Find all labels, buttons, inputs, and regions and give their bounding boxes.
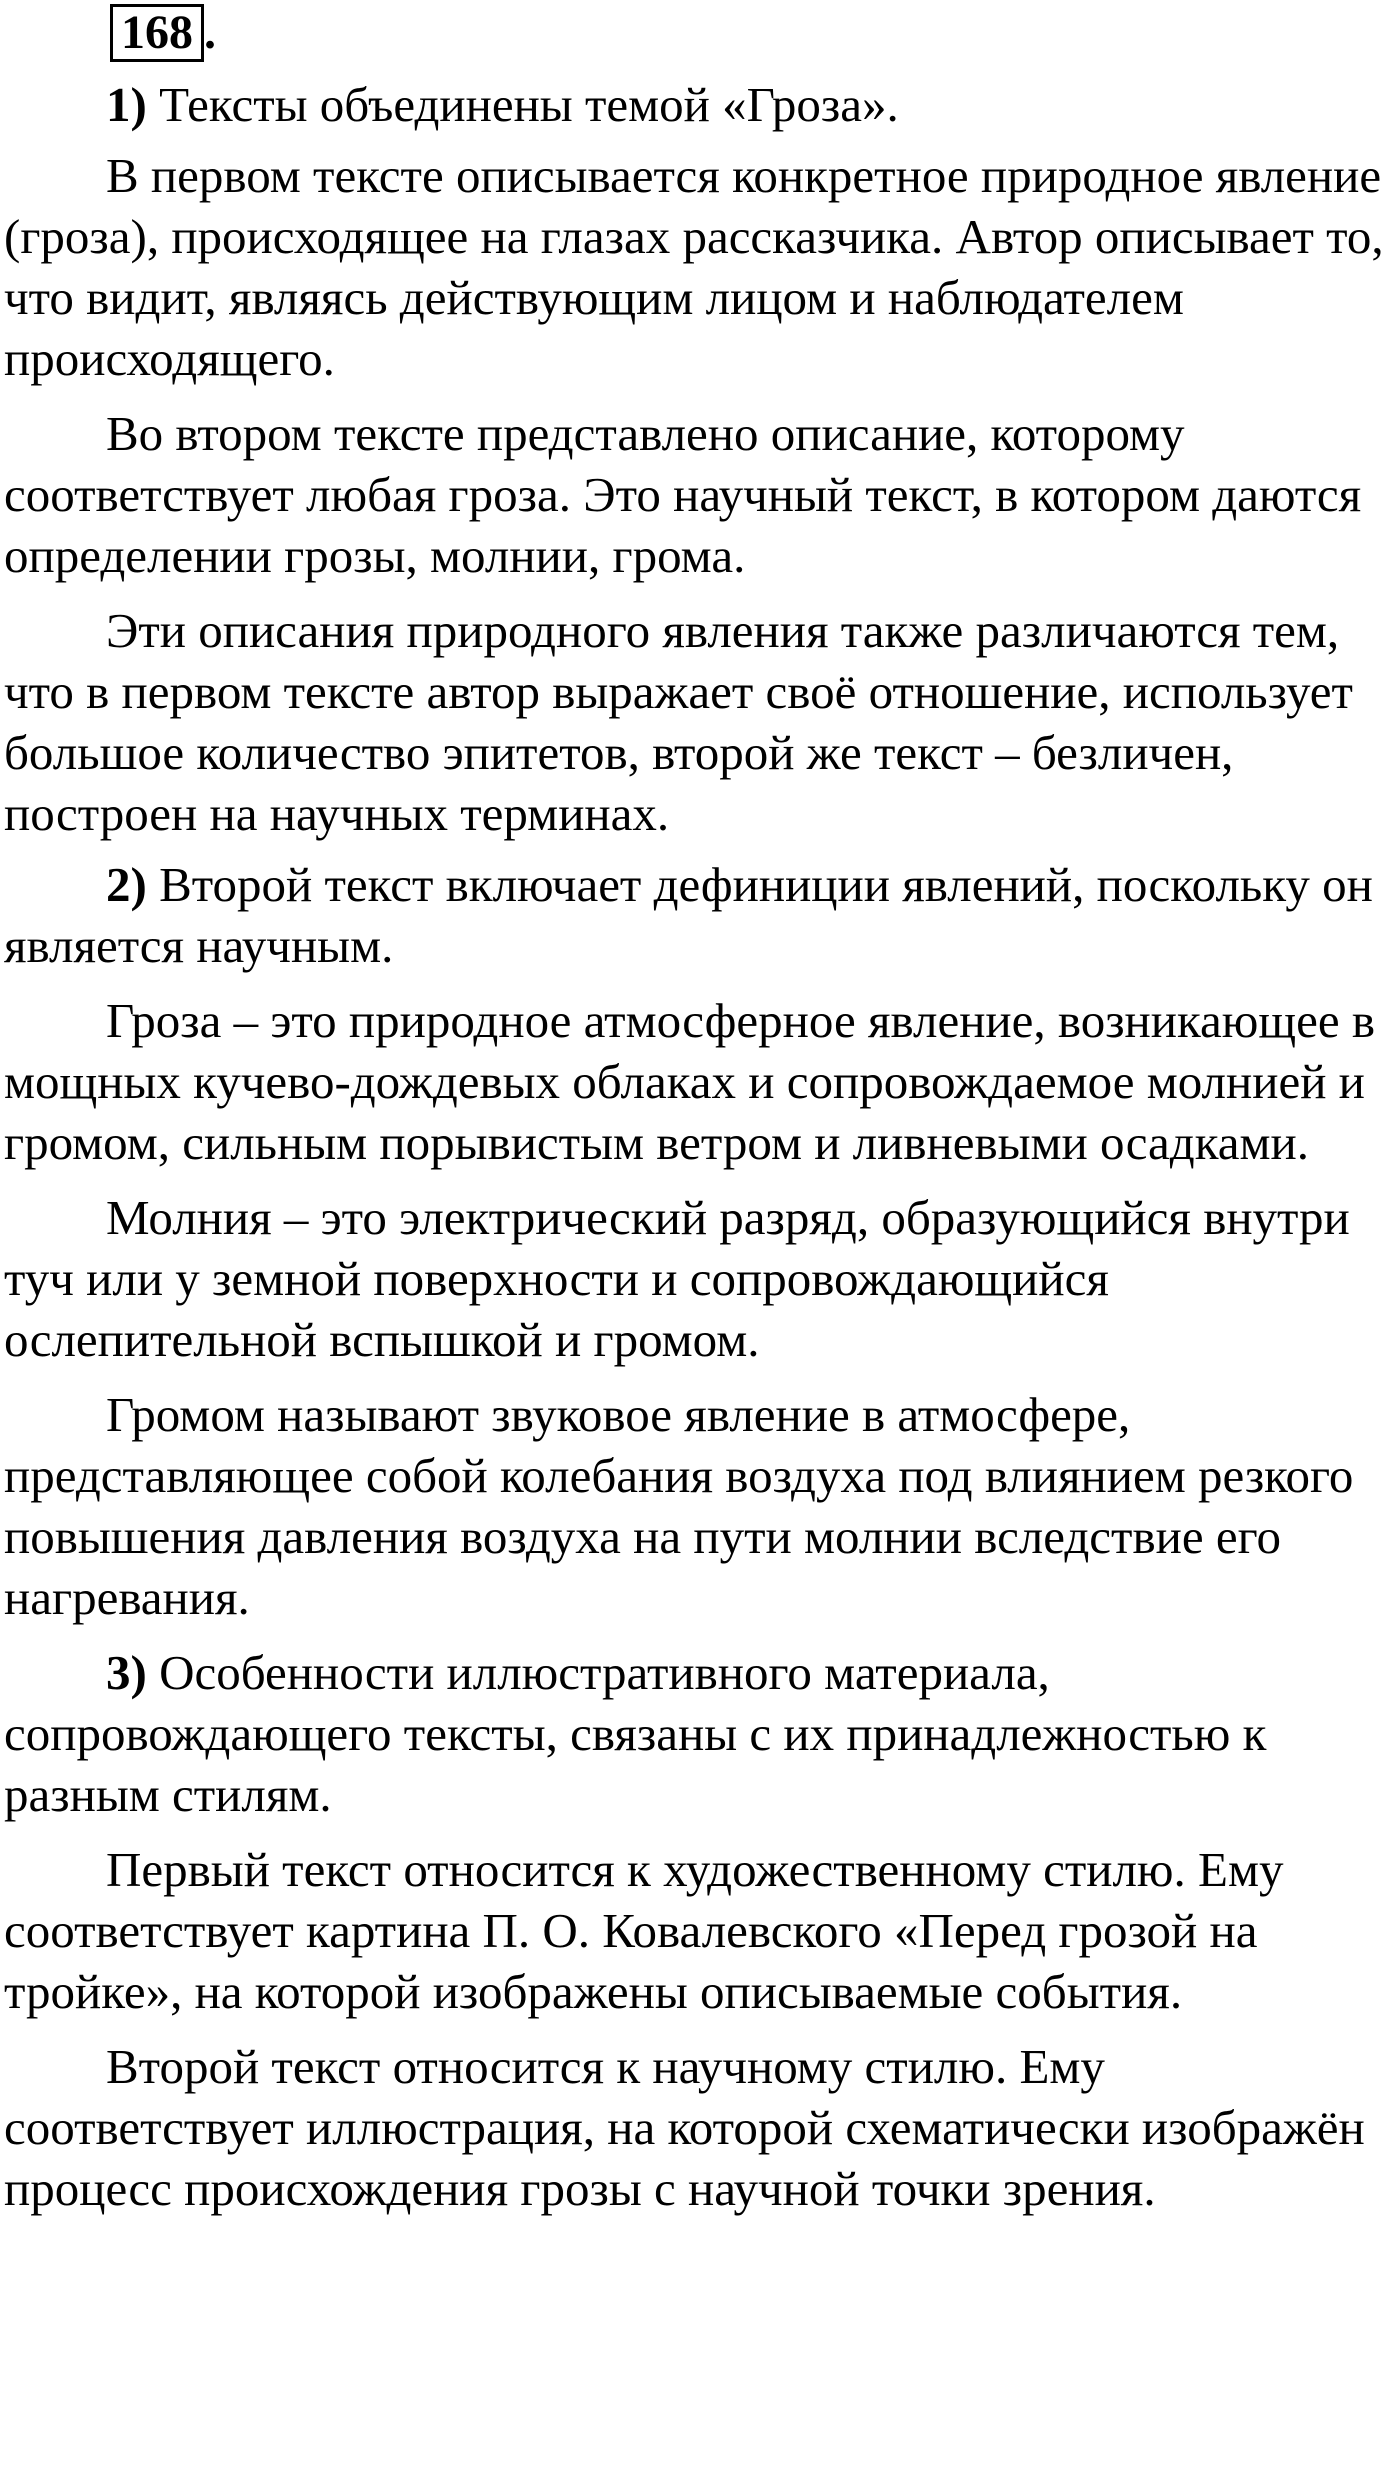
paragraph-text: Эти описания природного явления также различаются тем, что в первом тексте автор выражает своё отношение, использует большое количество эпитетов, второй же текст – безличен, построен на научных терминах.: [4, 603, 1353, 841]
paragraph-text: Громом называют звуковое явление в атмосфере, представляющее собой колебания воздуха под влиянием резкого повышения давления воздуха на пути молнии вследствие его нагревания.: [4, 1387, 1354, 1625]
paragraph-9: [4, 1642, 1394, 1825]
paragraph-text: Второй текст относится к научному стилю. Ему соответствует иллюстрация, на которой схематически изображён процесс происхождения грозы с научной точки зрения.: [4, 2039, 1365, 2216]
paragraph-1: [4, 74, 1394, 135]
paragraph-8: [4, 1384, 1394, 1628]
paragraph-text: Первый текст относится к художественному стилю. Ему соответствует картина П. О. Ковалевского «Перед грозой на тройке», на которой изображены описываемые события.: [4, 1842, 1284, 2019]
paragraph-text: Второй текст включает дефиниции явлений, поскольку он является научным.: [4, 857, 1373, 973]
paragraph-text: Молния – это электрический разряд, образующийся внутри туч или у земной поверхности и сопровождающийся ослепительной вспышкой и громом.: [4, 1190, 1350, 1367]
paragraph-text: Гроза – это природное атмосферное явление, возникающее в мощных кучево-дождевых облаках и сопровождаемое молнией и громом, сильным порывистым ветром и ливневыми осадками.: [4, 993, 1376, 1170]
task-number-suffix: .: [204, 6, 216, 59]
paragraph-text: Во втором тексте представлено описание, которому соответствует любая гроза. Это научный текст, в котором даются определении грозы, молнии, грома.: [4, 406, 1362, 583]
paragraph-3: [4, 403, 1394, 586]
paragraph-text: Особенности иллюстративного материала, сопровождающего тексты, связаны с их принадлежностью к разным стилям.: [4, 1645, 1267, 1822]
answer-mark-1: 1): [106, 77, 147, 132]
paragraph-text: В первом тексте описывается конкретное природное явление (гроза), происходящее на глазах рассказчика. Автор описывает то, что видит, являясь действующим лицом и наблюдателем происходящего.: [4, 148, 1384, 386]
paragraph-10: [4, 1839, 1394, 2022]
paragraph-7: [4, 1187, 1394, 1370]
task-number-row: [4, 4, 1400, 62]
paragraph-4: [4, 600, 1394, 844]
paragraph-2: [4, 145, 1394, 389]
paragraph-11: [4, 2036, 1394, 2219]
answer-mark-2: 2): [106, 857, 147, 912]
paragraph-5: [4, 854, 1394, 976]
task-number: 168: [110, 4, 204, 62]
answer-mark-3: 3): [106, 1645, 147, 1700]
paragraph-6: [4, 990, 1394, 1173]
paragraph-text: Тексты объединены темой «Гроза».: [146, 77, 899, 132]
